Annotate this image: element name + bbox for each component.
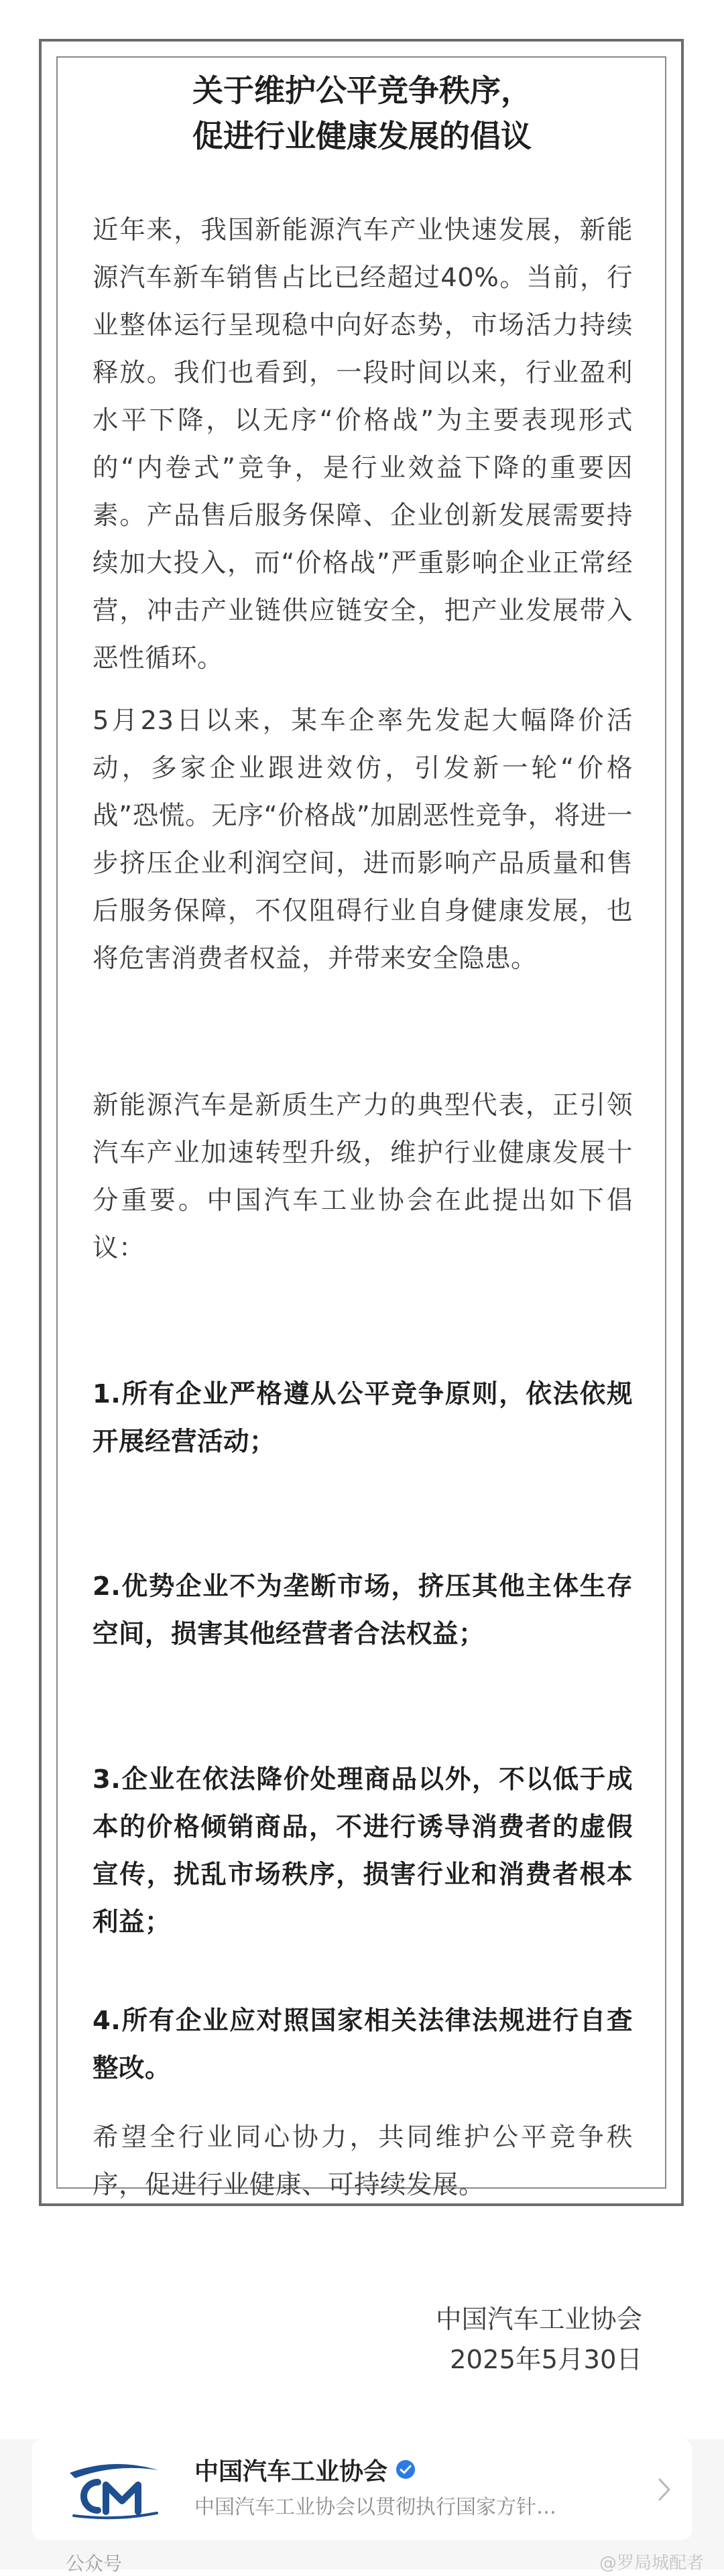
- signature-date: 2025年5月30日: [450, 2345, 642, 2375]
- signature-organization: 中国汽车工业协会: [435, 2305, 642, 2335]
- paragraph-price-war: 5月23日以来，某车企率先发起大幅降价活动，多家企业跟进效仿，引发新一轮“价格战”恐慌。无序“价格战”加剧恶性竞争，将进一步挤压企业利润空间，进而影响产品质量和售后服务保障，不仅阻碍行业自身健康发展，也将危害消费者权益，并带来安全隐患。: [93, 706, 633, 974]
- account-name: 中国汽车工业协会: [194, 2457, 388, 2486]
- account-description: 中国汽车工业协会以贯彻执行国家方针…: [194, 2496, 556, 2519]
- official-account-label: 公众号: [66, 2553, 123, 2575]
- document-title-line2: 促进行业健康发展的倡议: [192, 118, 532, 154]
- paragraph-intro: 近年来，我国新能源汽车产业快速发展，新能源汽车新车销售占比已经超过40%。当前，行业整体运行呈现稳中向好态势，市场活力持续释放。我们也看到，一段时间以来，行业盈利水平下降，以无序“价格战”为主要表现形式的“内卷式”竞争，是行业效益下降的重要因素。产品售后服务保障、企业创新发展需要持续加大投入，而“价格战”严重影响企业正常经营，冲击产业链供应链安全，把产业发展带入恶性循环。: [93, 215, 633, 673]
- paragraph-closing: 希望全行业同心协力，共同维护公平竞争秩序，促进行业健康、可持续发展。: [93, 2122, 633, 2200]
- account-card[interactable]: [32, 2439, 692, 2540]
- proposal-item-3: 3.企业在依法降价处理商品以外，不以低于成本的价格倾销商品，不进行诱导消费者的虚假宣传，扰乱市场秩序，损害行业和消费者根本利益；: [93, 1764, 633, 1937]
- document-title-line1: 关于维护公平竞争秩序，: [192, 72, 532, 109]
- account-card-section: [0, 2439, 724, 2575]
- paragraph-proposal-intro: 新能源汽车是新质生产力的典型代表，正引领汽车产业加速转型升级，维护行业健康发展十分重要。中国汽车工业协会在此提出如下倡议：: [93, 1090, 633, 1263]
- proposal-item-1: 1.所有企业严格遵从公平竞争原则，依法依规开展经营活动；: [93, 1379, 633, 1457]
- watermark-text: @罗局城配者: [599, 2553, 704, 2573]
- chevron-right-icon[interactable]: [657, 2477, 672, 2502]
- account-name-row: [194, 2450, 416, 2489]
- proposal-item-2: 2.优势企业不为垄断市场，挤压其他主体生存空间，损害其他经营者合法权益；: [93, 1571, 633, 1649]
- proposal-item-4: 4.所有企业应对照国家相关法律法规进行自查整改。: [93, 2006, 633, 2083]
- caam-logo-icon: [63, 2459, 164, 2520]
- verified-badge-icon: [396, 2459, 416, 2480]
